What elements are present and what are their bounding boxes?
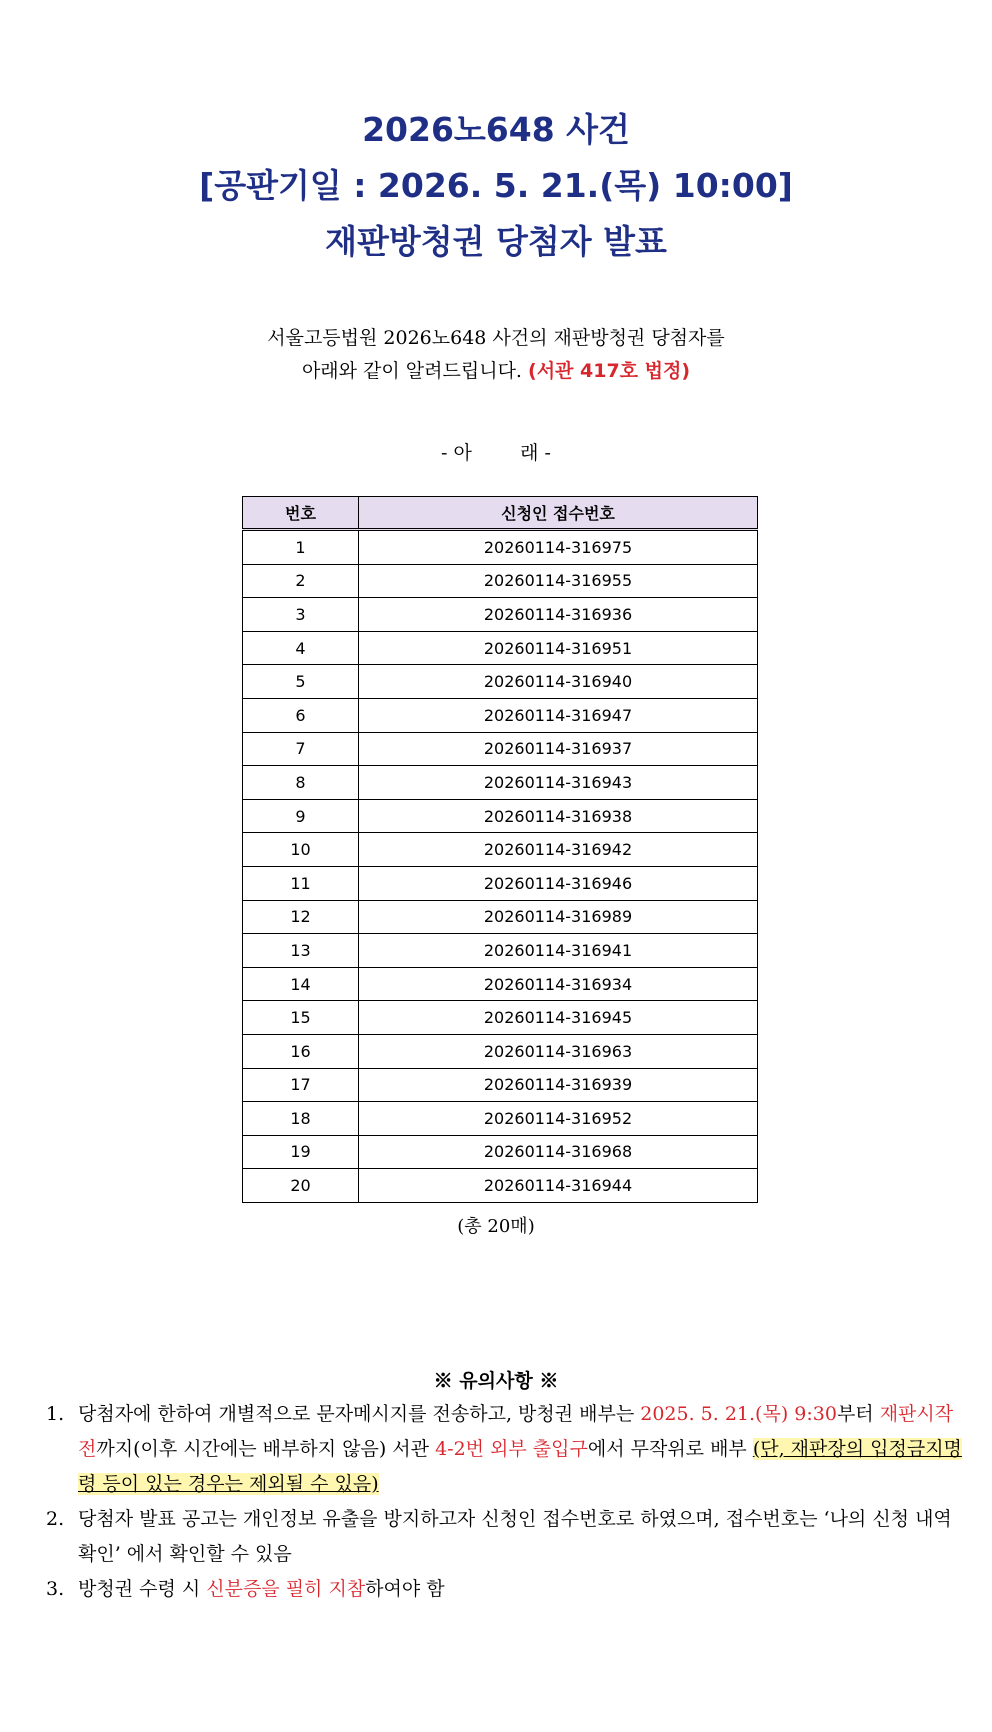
section-label: - 아 래 -	[441, 442, 551, 464]
receipt-number: 20260114-316944	[359, 1169, 758, 1203]
notice-list	[46, 1397, 976, 1607]
notice-item-number: 1.	[46, 1403, 65, 1425]
notice-heading: ※ 유의사항 ※	[433, 1370, 559, 1392]
receipt-number: 20260114-316963	[359, 1034, 758, 1068]
receipt-number: 20260114-316943	[359, 766, 758, 800]
receipt-number: 20260114-316934	[359, 967, 758, 1001]
table-row	[243, 967, 758, 1001]
row-number: 5	[243, 665, 359, 699]
intro-line2	[0, 355, 992, 388]
table-row	[243, 934, 758, 968]
row-number: 14	[243, 967, 359, 1001]
table-header-row	[243, 497, 758, 530]
exception-note: (단, 재판장의 입정금지명령 등이 있는 경우는 제외될 수 있음)	[78, 1438, 962, 1495]
receipt-number: 20260114-316946	[359, 866, 758, 900]
table-row	[243, 631, 758, 665]
intro-text	[0, 322, 992, 388]
id-requirement: 신분증을 필히 지참	[206, 1578, 366, 1600]
distribution-deadline: 재판시작 전	[78, 1403, 954, 1460]
row-number: 13	[243, 934, 359, 968]
row-number: 1	[243, 530, 359, 565]
title-case: 2026노648 사건	[362, 110, 630, 149]
row-number: 11	[243, 866, 359, 900]
table-row	[243, 1169, 758, 1203]
receipt-number: 20260114-316940	[359, 665, 758, 699]
title-trial-date: [공판기일 : 2026. 5. 21.(목) 10:00]	[199, 166, 793, 205]
row-number: 17	[243, 1068, 359, 1102]
row-number: 9	[243, 799, 359, 833]
courtroom-location: (서관 417호 법정)	[528, 360, 691, 382]
notice-item-2	[46, 1502, 976, 1572]
notice-text: 까지(이후 시간에는 배부하지 않음) 서관	[96, 1438, 436, 1460]
row-number: 12	[243, 900, 359, 934]
table-row	[243, 1102, 758, 1136]
distribution-entrance: 4-2번 외부 출입구	[435, 1438, 588, 1460]
row-number: 2	[243, 564, 359, 598]
receipt-number: 20260114-316975	[359, 530, 758, 565]
row-number: 10	[243, 833, 359, 867]
notice-text: 당첨자에 한하여 개별적으로 문자메시지를 전송하고, 방청권 배부는	[78, 1403, 641, 1425]
receipt-number: 20260114-316947	[359, 698, 758, 732]
notice-item-1	[46, 1397, 976, 1502]
table-row	[243, 598, 758, 632]
table-row	[243, 1068, 758, 1102]
receipt-number: 20260114-316936	[359, 598, 758, 632]
receipt-number: 20260114-316941	[359, 934, 758, 968]
notice-text: 당첨자 발표 공고는 개인정보 유출을 방지하고자 신청인 접수번호로 하였으며, 접수번호는 ‘나의 신청 내역 확인’ 에서 확인할 수 있음	[78, 1508, 952, 1565]
row-number: 7	[243, 732, 359, 766]
winners-table	[242, 496, 758, 1203]
notice-item-number: 2.	[46, 1508, 65, 1530]
distribution-datetime: 2025. 5. 21.(목) 9:30	[640, 1403, 837, 1425]
row-number: 4	[243, 631, 359, 665]
table-row	[243, 833, 758, 867]
receipt-number: 20260114-316951	[359, 631, 758, 665]
intro-line1: 서울고등법원 2026노648 사건의 재판방청권 당첨자를	[267, 327, 725, 349]
title-announcement: 재판방청권 당첨자 발표	[325, 222, 667, 261]
table-row	[243, 732, 758, 766]
table-row	[243, 866, 758, 900]
table-row	[243, 698, 758, 732]
notice-text: 방청권 수령 시	[78, 1578, 207, 1600]
intro-line2-text: 아래와 같이 알려드립니다.	[301, 360, 522, 382]
row-number: 20	[243, 1169, 359, 1203]
row-number: 8	[243, 766, 359, 800]
row-number: 6	[243, 698, 359, 732]
table-row	[243, 564, 758, 598]
receipt-number: 20260114-316952	[359, 1102, 758, 1136]
receipt-number: 20260114-316937	[359, 732, 758, 766]
notice-text: 에서 무작위로 배부	[587, 1438, 753, 1460]
receipt-number: 20260114-316942	[359, 833, 758, 867]
notice-text: 하여야 함	[365, 1578, 445, 1600]
row-number: 18	[243, 1102, 359, 1136]
table-row	[243, 900, 758, 934]
table-row	[243, 530, 758, 565]
row-number: 3	[243, 598, 359, 632]
notice-text: 부터	[836, 1403, 880, 1425]
row-number: 15	[243, 1001, 359, 1035]
notice-item-number: 3.	[46, 1578, 65, 1600]
notice-item-3	[46, 1572, 976, 1607]
receipt-number: 20260114-316989	[359, 900, 758, 934]
receipt-number: 20260114-316955	[359, 564, 758, 598]
table-row	[243, 1135, 758, 1169]
table-row	[243, 1034, 758, 1068]
header-receipt-number: 신청인 접수번호	[359, 497, 758, 530]
receipt-number: 20260114-316939	[359, 1068, 758, 1102]
row-number: 16	[243, 1034, 359, 1068]
receipt-number: 20260114-316968	[359, 1135, 758, 1169]
receipt-number: 20260114-316938	[359, 799, 758, 833]
table-row	[243, 1001, 758, 1035]
table-row	[243, 799, 758, 833]
header-number: 번호	[243, 497, 359, 530]
receipt-number: 20260114-316945	[359, 1001, 758, 1035]
total-count: (총 20매)	[457, 1216, 535, 1237]
row-number: 19	[243, 1135, 359, 1169]
table-row	[243, 665, 758, 699]
table-row	[243, 766, 758, 800]
